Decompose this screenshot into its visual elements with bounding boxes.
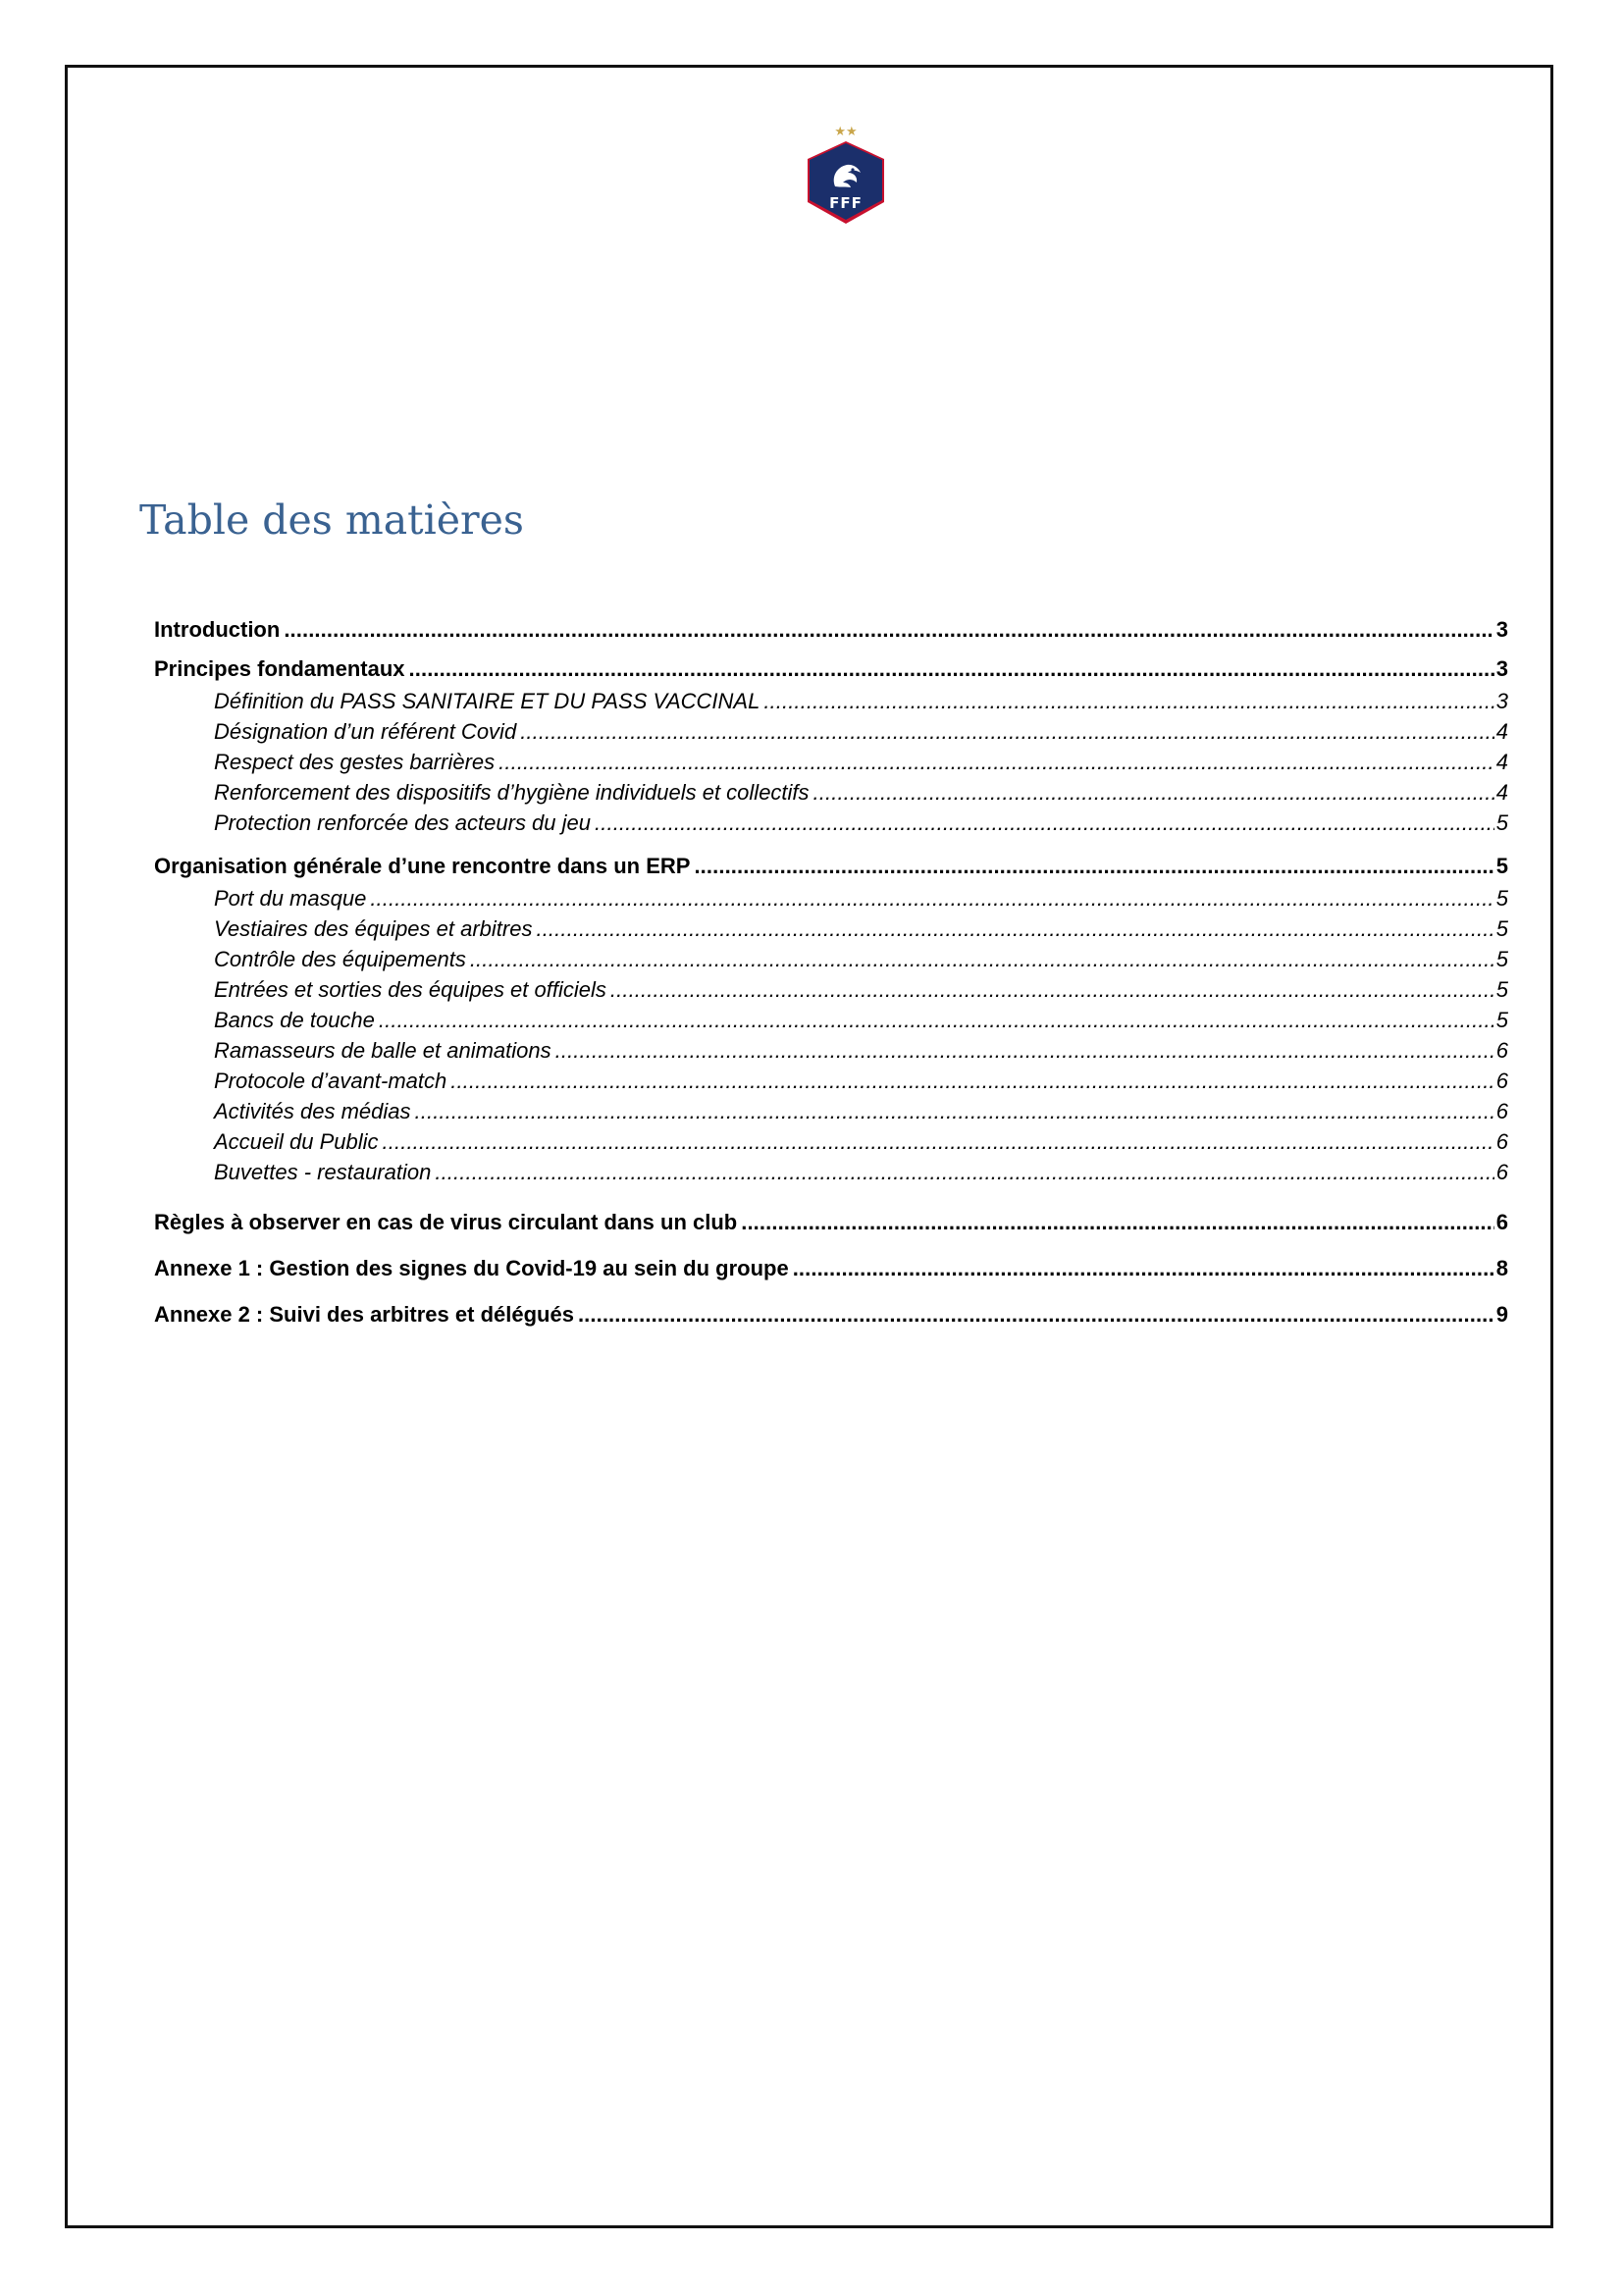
toc-entry-page: 6 xyxy=(1495,1069,1508,1093)
toc-entry-label: Annexe 1 : Gestion des signes du Covid-19 au sein du groupe xyxy=(154,1256,789,1280)
toc-entry[interactable] xyxy=(154,1157,1508,1199)
toc-entry[interactable] xyxy=(154,1126,1508,1157)
toc-entry[interactable] xyxy=(154,716,1508,747)
toc-dot-leader xyxy=(415,1096,1494,1126)
toc-entry-page: 3 xyxy=(1495,656,1508,681)
toc-entry-label: Entrées et sorties des équipes et officiels xyxy=(214,977,606,1002)
toc-entry[interactable] xyxy=(154,652,1508,686)
toc-entry[interactable] xyxy=(154,850,1508,883)
toc-dot-leader xyxy=(813,777,1494,808)
toc-entry-page: 8 xyxy=(1495,1256,1508,1280)
toc-entry[interactable] xyxy=(154,1245,1508,1291)
fff-logo xyxy=(802,122,890,226)
toc-entry-page: 3 xyxy=(1495,689,1508,713)
toc-entry-page: 6 xyxy=(1495,1210,1508,1234)
toc-entry-page: 6 xyxy=(1495,1129,1508,1154)
toc-entry[interactable] xyxy=(154,883,1508,913)
toc-entry-page: 5 xyxy=(1495,810,1508,835)
toc-dot-leader xyxy=(536,913,1493,944)
toc-entry-page: 4 xyxy=(1495,780,1508,805)
toc-entry-page: 3 xyxy=(1495,617,1508,642)
toc-entry-label: Organisation générale d’une rencontre dans un ERP xyxy=(154,854,691,878)
toc-entry-page: 5 xyxy=(1495,977,1508,1002)
toc-entry-label: Définition du PASS SANITAIRE ET DU PASS VACCINAL xyxy=(214,689,760,713)
toc-entry[interactable] xyxy=(154,1005,1508,1035)
toc-entry-page: 4 xyxy=(1495,750,1508,774)
toc-dot-leader xyxy=(470,944,1494,974)
toc-dot-leader xyxy=(555,1035,1494,1066)
toc-entry-page: 5 xyxy=(1495,947,1508,971)
toc-dot-leader xyxy=(520,716,1494,747)
toc-dot-leader xyxy=(409,652,1494,686)
toc-dot-leader xyxy=(450,1066,1494,1096)
toc-entry[interactable] xyxy=(154,1199,1508,1245)
toc-entry-page: 4 xyxy=(1495,719,1508,744)
toc-entry-page: 5 xyxy=(1495,1008,1508,1032)
toc-entry-page: 5 xyxy=(1495,916,1508,941)
toc-dot-leader xyxy=(741,1199,1494,1245)
toc-entry[interactable] xyxy=(154,808,1508,850)
toc-entry-label: Introduction xyxy=(154,617,281,642)
toc-entry-label: Activités des médias xyxy=(214,1099,411,1123)
toc-dot-leader xyxy=(763,686,1493,716)
toc-dot-leader xyxy=(610,974,1494,1005)
toc-entry-page: 6 xyxy=(1495,1038,1508,1063)
toc-dot-leader xyxy=(498,747,1494,777)
toc-entry[interactable] xyxy=(154,1291,1508,1337)
table-of-contents xyxy=(154,606,1508,1337)
toc-entry-label: Protocole d’avant-match xyxy=(214,1069,447,1093)
toc-entry[interactable] xyxy=(154,686,1508,716)
toc-entry-label: Ramasseurs de balle et animations xyxy=(214,1038,551,1063)
toc-entry-label: Port du masque xyxy=(214,886,367,911)
toc-entry[interactable] xyxy=(154,1096,1508,1126)
toc-dot-leader xyxy=(284,606,1493,652)
toc-entry-page: 9 xyxy=(1495,1302,1508,1327)
toc-entry-label: Désignation d’un référent Covid xyxy=(214,719,517,744)
toc-entry-page: 6 xyxy=(1495,1099,1508,1123)
toc-entry[interactable] xyxy=(154,1066,1508,1096)
toc-entry-label: Renforcement des dispositifs d’hygiène individuels et collectifs xyxy=(214,780,810,805)
toc-dot-leader xyxy=(379,1005,1494,1035)
toc-entry-label: Bancs de touche xyxy=(214,1008,375,1032)
toc-title: Table des matières xyxy=(139,496,524,544)
toc-entry[interactable] xyxy=(154,606,1508,652)
toc-entry-page: 5 xyxy=(1495,886,1508,911)
logo-stars: ★★ xyxy=(834,125,858,139)
toc-entry-label: Respect des gestes barrières xyxy=(214,750,496,774)
toc-dot-leader xyxy=(793,1245,1494,1291)
toc-dot-leader xyxy=(578,1291,1494,1337)
toc-entry-label: Contrôle des équipements xyxy=(214,947,466,971)
toc-dot-leader xyxy=(370,883,1493,913)
toc-entry[interactable] xyxy=(154,974,1508,1005)
toc-dot-leader xyxy=(595,808,1494,838)
toc-dot-leader xyxy=(694,850,1493,883)
toc-entry-label: Annexe 2 : Suivi des arbitres et délégués xyxy=(154,1302,574,1327)
toc-entry-page: 6 xyxy=(1495,1160,1508,1184)
toc-entry[interactable] xyxy=(154,777,1508,808)
toc-entry[interactable] xyxy=(154,913,1508,944)
toc-dot-leader xyxy=(435,1157,1493,1187)
toc-entry-label: Protection renforcée des acteurs du jeu xyxy=(214,810,592,835)
toc-entry[interactable] xyxy=(154,944,1508,974)
toc-entry-label: Buvettes - restauration xyxy=(214,1160,432,1184)
toc-entry-label: Principes fondamentaux xyxy=(154,656,405,681)
logo-text: FFF xyxy=(829,194,863,212)
toc-dot-leader xyxy=(383,1126,1494,1157)
toc-entry-label: Vestiaires des équipes et arbitres xyxy=(214,916,533,941)
toc-entry[interactable] xyxy=(154,747,1508,777)
toc-entry-label: Accueil du Public xyxy=(214,1129,379,1154)
toc-entry-page: 5 xyxy=(1495,854,1508,878)
toc-entry-label: Règles à observer en cas de virus circulant dans un club xyxy=(154,1210,738,1234)
toc-entry[interactable] xyxy=(154,1035,1508,1066)
